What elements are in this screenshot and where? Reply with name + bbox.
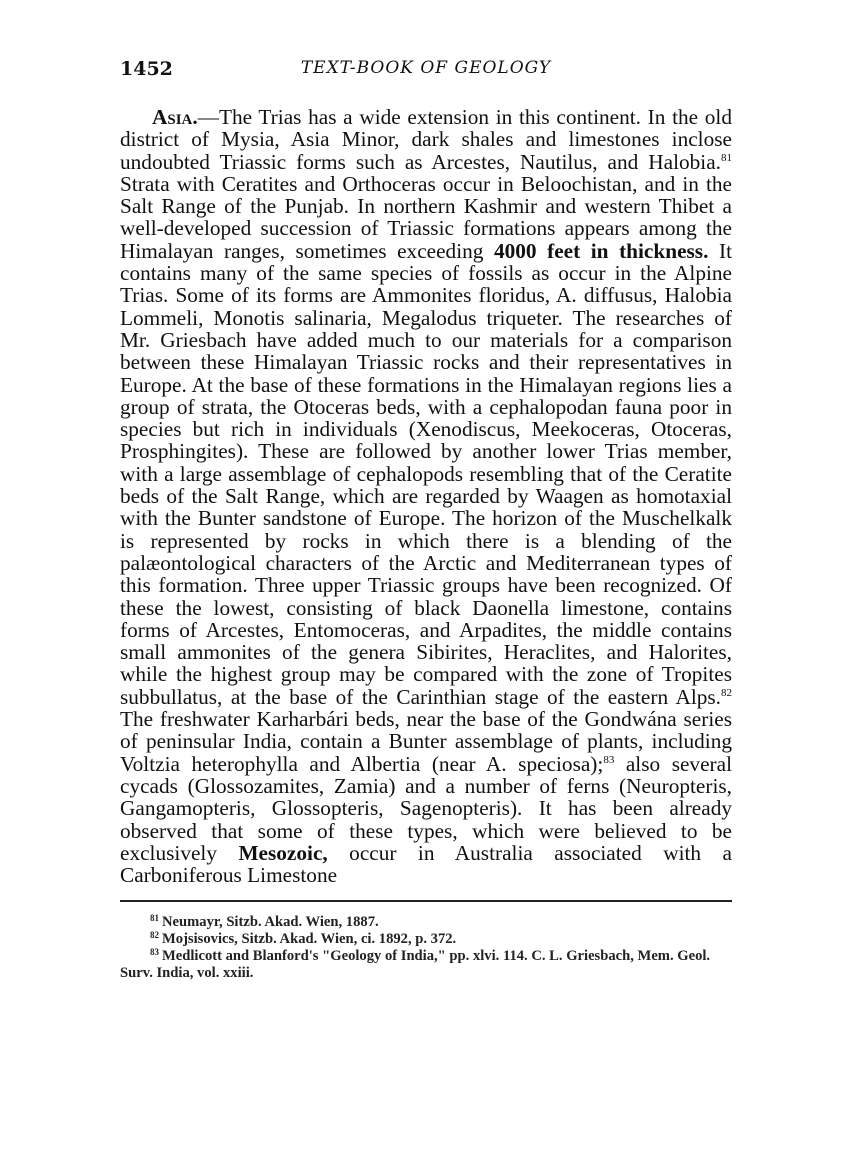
- footnote-number: 81: [150, 912, 159, 923]
- text-part-5: also several cycads (Glossozamites, Zamia) and a number of ferns (Neuropteris, Gangamopteris, Glossopteris, Sagenopteris). It has been already observed that some of these types, which were believed to be exclusively: [120, 751, 732, 865]
- footnote-81: [120, 914, 732, 931]
- footnote-ref-81: 81: [721, 151, 732, 164]
- footnote-number: 83: [150, 946, 159, 957]
- book-page: [120, 58, 732, 982]
- footnote-82: [120, 931, 732, 948]
- footnote-text: Medlicott and Blanford's "Geology of India," pp. xlvi. 114. C. L. Griesbach, Mem. Geol. Surv. India, vol. xxiii.: [120, 948, 711, 982]
- footnote-number: 82: [150, 929, 159, 940]
- footnote-rule: [120, 900, 732, 902]
- bold-thickness: 4000 feet in thickness.: [493, 238, 709, 263]
- paragraph-asia: [120, 106, 732, 886]
- section-lead-in: Asia.: [152, 105, 198, 129]
- bold-mesozoic: Mesozoic,: [238, 840, 328, 865]
- footnotes: [120, 914, 732, 982]
- text-part-2: Strata with Ceratites and Orthoceras occur in Beloochistan, and in the Salt Range of the Punjab. In northern Kashmir and western Thibet a well-developed succession of Triassic formations appears among the Himalayan ranges, sometimes exceeding: [120, 171, 732, 263]
- text-part-1: —The Trias has a wide extension in this continent. In the old district of Mysia, Asia Minor, dark shales and limestones inclose undoubted Triassic forms such as Arcestes, Nautilus, and Halobia.: [120, 105, 732, 174]
- footnote-text: Mojsisovics, Sitzb. Akad. Wien, ci. 1892, p. 372.: [162, 931, 457, 948]
- footnote-ref-83: 83: [603, 753, 615, 766]
- page-header: [120, 58, 732, 86]
- page-number: 1452: [120, 58, 173, 80]
- main-text: [120, 106, 732, 886]
- footnote-ref-82: 82: [721, 686, 732, 699]
- text-part-6: occur in Australia associated with a Carboniferous Limestone: [120, 840, 732, 888]
- running-head: TEXT-BOOK OF GEOLOGY: [300, 58, 552, 78]
- text-part-3: It contains many of the same species of fossils as occur in the Alpine Trias. Some of its forms are Ammonites floridus, A. diffusus, Halobia Lommeli, Monotis salinaria, Megalodus triqueter. The researches of Mr. Griesbach have added much to our materials for a comparison between these Himalayan Triassic rocks and their representatives in Europe. At the base of these formations in the Himalayan regions lies a group of strata, the Otoceras beds, with a cephalopodan fauna poor in species but rich in individuals (Xenodiscus, Meekoceras, Otoceras, Prosphingites). These are followed by another lower Trias member, with a large assemblage of cephalopods resembling that of the Ceratite beds of the Salt Range, which are regarded by Waagen as homotaxial with the Bunter sandstone of Europe. The horizon of the Muschelkalk is represented by rocks in which there is a blending of the palæontological characters of the Arctic and Mediterranean types of this formation. Three upper Triassic groups have been recognized. Of these the lowest, consisting of black Daonella limestone, contains forms of Arcestes, Entomoceras, and Arpadites, the middle contains small ammonites of the genera Sibirites, Heraclites, and Halorites, while the highest group may be compared with the zone of Tropites subbullatus, at the base of the Carinthian stage of the eastern Alps.: [120, 238, 732, 709]
- text-part-4: The freshwater Karharbári beds, near the base of the Gondwána series of peninsular India, contain a Bunter assemblage of plants, including Voltzia heterophylla and Albertia (near A. speciosa);: [120, 707, 732, 776]
- footnote-83: [120, 948, 732, 982]
- footnote-text: Neumayr, Sitzb. Akad. Wien, 1887.: [162, 914, 379, 931]
